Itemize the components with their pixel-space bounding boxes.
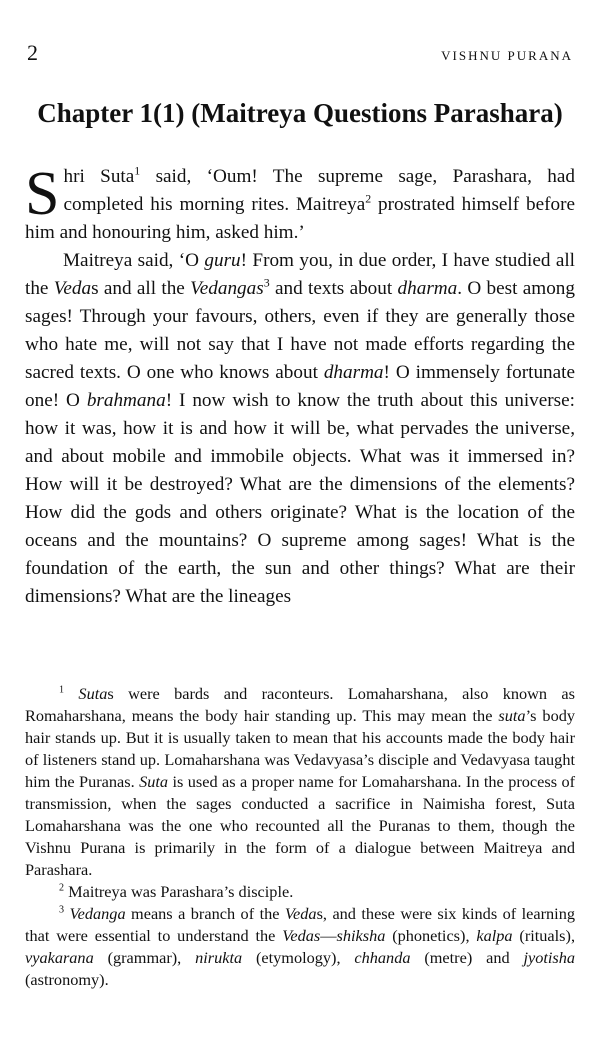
- drop-cap: S: [25, 160, 60, 228]
- italic-term: kalpa: [476, 926, 513, 945]
- italic-term: Suta: [78, 684, 108, 703]
- footnote-3: [25, 903, 575, 991]
- book-title: VISHNU PURANA: [441, 48, 573, 63]
- footnote-number: 2: [59, 882, 65, 894]
- text-run: s and all the: [91, 278, 191, 299]
- text-run: prostrated himself before him and honouring him, asked him.’: [25, 194, 575, 243]
- text-run: Maitreya said, ‘O: [63, 250, 205, 271]
- text-run: s, and these were six kinds of learning that were essential to understand the: [25, 904, 575, 945]
- text-run: (rituals),: [512, 926, 576, 945]
- italic-term: Vedas: [282, 926, 321, 945]
- italic-term: jyotisha: [523, 948, 576, 967]
- text-run: (phonetics),: [385, 926, 477, 945]
- italic-term: Veda: [53, 278, 92, 299]
- italic-term: dharma: [397, 278, 458, 299]
- italic-term: chhanda: [354, 948, 411, 967]
- footnote-number: 3: [59, 904, 65, 916]
- text-run: hri Suta: [63, 166, 135, 187]
- text-run: (astronomy).: [25, 970, 109, 989]
- italic-term: vyakarana: [25, 948, 94, 967]
- text-run: ! From you, in due order, I have studied all the: [25, 250, 575, 299]
- text-run: (grammar),: [93, 948, 196, 967]
- footnote-ref-3[interactable]: 3: [263, 275, 270, 290]
- chapter-title: Chapter 1(1) (Maitreya Questions Parashara): [37, 98, 563, 128]
- text-run: ! I now wish to know the truth about this universe: how it was, how it is and how it will be, what pervades the universe, and about mobile and immobile objects. What was it immersed in? How will it be destroyed? What are the dimensions of the elements? How did the gods and others originate? What is the location of the oceans and the mountains? O supreme among sages! What is the foundation of the earth, the sun and other things? What are their dimensions? What are the lineages: [25, 390, 575, 607]
- text-run: means a branch of the: [125, 904, 285, 923]
- italic-term: brahmana: [86, 390, 166, 411]
- footnotes: [25, 683, 575, 991]
- text-run: ’s body hair stands up. But it is usually taken to mean that his accounts made the body hair of listeners stand up. Lomaharshana was Vedavyasa’s disciple and Vedavyasa taught him the Puranas.: [25, 706, 575, 791]
- footnote-1: [25, 683, 575, 881]
- italic-term: Suta: [139, 772, 169, 791]
- paragraph-1: [25, 160, 575, 247]
- paragraph-2: [25, 247, 575, 611]
- text-run: ! O immensely fortunate one! O: [25, 362, 575, 411]
- text-run: is used as a proper name for Lomaharshana. In the process of transmission, when the sages conducted a sacrifice in Naimisha forest, Suta Lomaharshana was the one who recounted all the Puranas to them, though the Vishnu Purana is primarily in the form of a dialogue between Maitreya and Parashara.: [25, 772, 576, 879]
- italic-term: shiksha: [336, 926, 386, 945]
- text-run: s were bards and raconteurs. Lomaharshana, also known as Romaharshana, means the body hair standing up. This may mean the: [25, 684, 575, 725]
- italic-term: guru: [204, 250, 241, 271]
- italic-term: Vedangas: [190, 278, 264, 299]
- text-run: —: [320, 926, 337, 945]
- italic-term: dharma: [323, 362, 384, 383]
- text-run: Maitreya was Parashara’s disciple.: [68, 882, 294, 901]
- italic-term: Vedanga: [69, 904, 126, 923]
- italic-term: suta: [498, 706, 526, 725]
- text-run: (metre) and: [410, 948, 524, 967]
- footnote-number: 1: [59, 684, 65, 696]
- running-head: [27, 40, 573, 66]
- footnote-ref-2[interactable]: 2: [365, 191, 372, 206]
- italic-term: Veda: [284, 904, 317, 923]
- footnote-2: [25, 881, 575, 903]
- text-run: (etymology),: [242, 948, 355, 967]
- italic-term: nirukta: [195, 948, 243, 967]
- text-run: . O best among sages! Through your favours, others, even if they are generally those who hate me, will not say that I have not made efforts regarding the sacred texts. O one who knows about: [25, 278, 575, 383]
- page-number: 2: [27, 40, 38, 65]
- text-run: said, ‘Oum! The supreme sage, Parashara, had completed his morning rites. Maitreya: [63, 166, 575, 215]
- footnote-ref-1[interactable]: 1: [134, 163, 141, 178]
- main-text: [25, 160, 575, 611]
- text-run: and texts about: [269, 278, 398, 299]
